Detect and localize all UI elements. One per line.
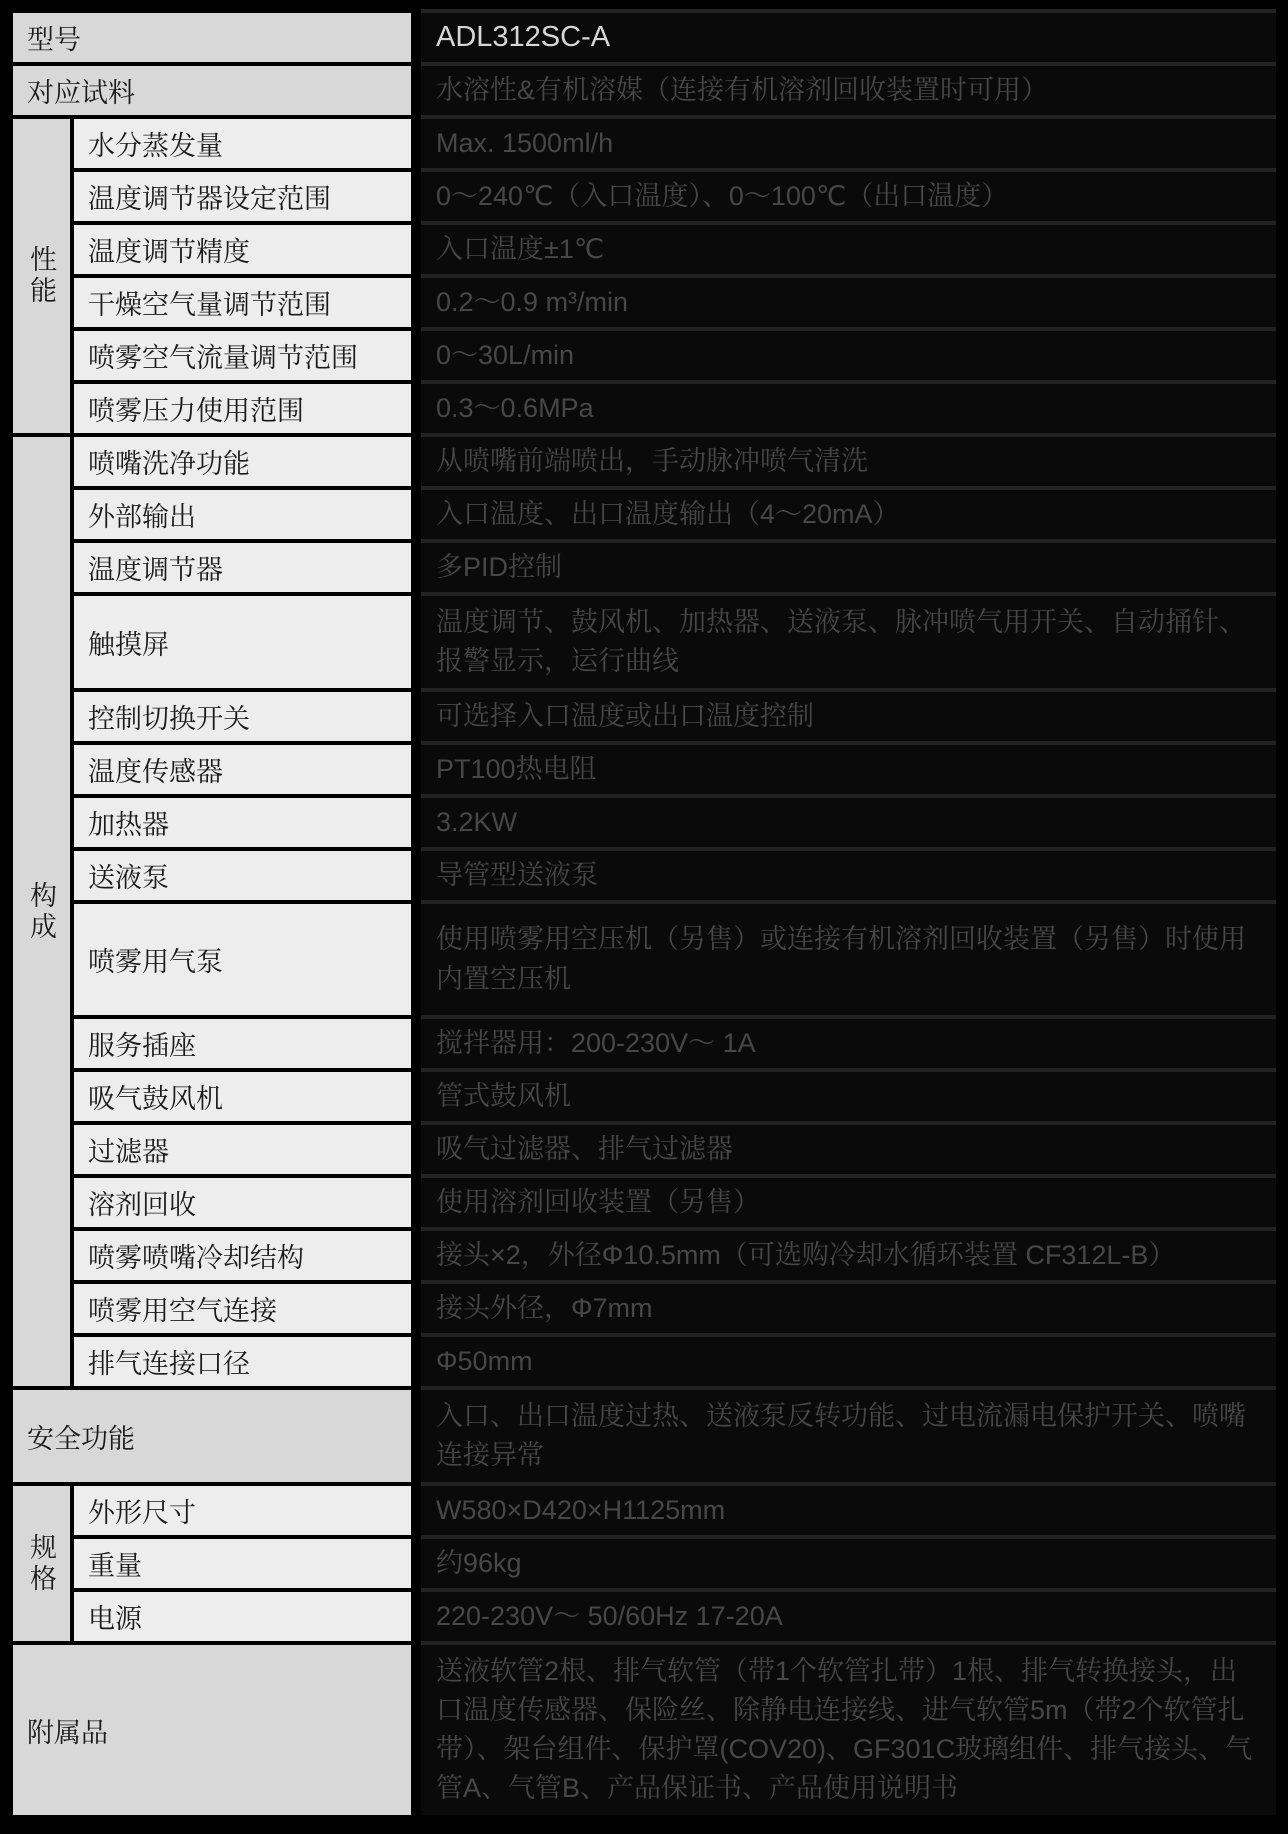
row-value-drying-air-range: 0.2～0.9 m³/min <box>421 278 1276 327</box>
row-label-temp-setting-range: 温度调节器设定范围 <box>74 172 411 221</box>
row-label-temp-accuracy: 温度调节精度 <box>74 225 411 274</box>
row-value-heater: 3.2KW <box>421 798 1276 847</box>
row-value-feed-pump: 导管型送液泵 <box>421 851 1276 900</box>
row-value-sample-type: 水溶性&有机溶媒（连接有机溶剂回收装置时可用） <box>421 66 1276 115</box>
row-label-spray-air-connection: 喷雾用空气连接 <box>74 1284 411 1333</box>
row-label-evaporation-rate: 水分蒸发量 <box>74 119 411 168</box>
row-label-dimensions: 外形尺寸 <box>74 1486 411 1535</box>
row-label-spray-pressure-range: 喷雾压力使用范围 <box>74 384 411 433</box>
row-value-control-switch: 可选择入口温度或出口温度控制 <box>421 692 1276 741</box>
row-label-touchscreen: 触摸屏 <box>74 596 411 688</box>
row-label-sample-type: 对应试料 <box>13 66 411 115</box>
row-value-spray-pressure-range: 0.3～0.6MPa <box>421 384 1276 433</box>
row-label-heater: 加热器 <box>74 798 411 847</box>
row-label-drying-air-range: 干燥空气量调节范围 <box>74 278 411 327</box>
row-value-evaporation-rate: Max. 1500ml/h <box>421 119 1276 168</box>
row-value-power-supply: 220-230V～ 50/60Hz 17-20A <box>421 1592 1276 1641</box>
row-label-service-outlet: 服务插座 <box>74 1019 411 1068</box>
row-label-temp-sensor: 温度传感器 <box>74 745 411 794</box>
row-label-accessories: 附属品 <box>13 1645 411 1815</box>
row-value-model: ADL312SC-A <box>421 13 1276 62</box>
row-value-nozzle-cooling: 接头×2，外径Φ10.5mm（可选购冷却水循环装置 CF312L-B） <box>421 1231 1276 1280</box>
row-label-control-switch: 控制切换开关 <box>74 692 411 741</box>
row-value-temp-setting-range: 0～240℃（入口温度）、0～100℃（出口温度） <box>421 172 1276 221</box>
group-label-performance: 性能 <box>13 119 70 433</box>
row-label-nozzle-cleaning: 喷嘴洗净功能 <box>74 437 411 486</box>
group-label-composition: 构成 <box>13 437 70 1386</box>
row-value-external-output: 入口温度、出口温度输出（4～20mA） <box>421 490 1276 539</box>
group-label-specifications: 规格 <box>13 1486 70 1641</box>
row-value-solvent-recovery: 使用溶剂回收装置（另售） <box>421 1178 1276 1227</box>
row-value-service-outlet: 搅拌器用：200-230V～ 1A <box>421 1019 1276 1068</box>
spec-table <box>13 13 1276 1815</box>
row-value-touchscreen: 温度调节、鼓风机、加热器、送液泵、脉冲喷气用开关、自动捅针、报警显示，运行曲线 <box>421 596 1276 688</box>
row-value-accessories: 送液软管2根、排气软管（带1个软管扎带）1根、排气转换接头，出口温度传感器、保险丝、除静电连接线、进气软管5m（带2个软管扎带）、架台组件、保护罩(COV20)、GF301C玻璃组件、排气接头、气管A、气管B、产品保证书、产品使用说明书 <box>421 1645 1276 1815</box>
row-label-nozzle-cooling: 喷雾喷嘴冷却结构 <box>74 1231 411 1280</box>
row-label-spray-air-flow-range: 喷雾空气流量调节范围 <box>74 331 411 380</box>
row-value-spray-air-pump: 使用喷雾用空压机（另售）或连接有机溶剂回收装置（另售）时使用内置空压机 <box>421 904 1276 1015</box>
row-label-exhaust-diameter: 排气连接口径 <box>74 1337 411 1386</box>
row-value-safety-functions: 入口、出口温度过热、送液泵反转功能、过电流漏电保护开关、喷嘴连接异常 <box>421 1390 1276 1482</box>
row-label-power-supply: 电源 <box>74 1592 411 1641</box>
row-value-dimensions: W580×D420×H1125mm <box>421 1486 1276 1535</box>
row-label-model: 型号 <box>13 13 411 62</box>
row-value-weight: 约96kg <box>421 1539 1276 1588</box>
row-label-spray-air-pump: 喷雾用气泵 <box>74 904 411 1015</box>
row-label-safety-functions: 安全功能 <box>13 1390 411 1482</box>
row-value-temp-accuracy: 入口温度±1℃ <box>421 225 1276 274</box>
row-label-feed-pump: 送液泵 <box>74 851 411 900</box>
row-value-temp-controller: 多PID控制 <box>421 543 1276 592</box>
row-label-temp-controller: 温度调节器 <box>74 543 411 592</box>
row-value-exhaust-diameter: Φ50mm <box>421 1337 1276 1386</box>
row-value-spray-air-connection: 接头外径，Φ7mm <box>421 1284 1276 1333</box>
row-value-nozzle-cleaning: 从喷嘴前端喷出，手动脉冲喷气清洗 <box>421 437 1276 486</box>
row-value-spray-air-flow-range: 0～30L/min <box>421 331 1276 380</box>
row-label-solvent-recovery: 溶剂回收 <box>74 1178 411 1227</box>
row-label-external-output: 外部输出 <box>74 490 411 539</box>
row-value-temp-sensor: PT100热电阻 <box>421 745 1276 794</box>
row-label-suction-blower: 吸气鼓风机 <box>74 1072 411 1121</box>
row-value-filter: 吸气过滤器、排气过滤器 <box>421 1125 1276 1174</box>
row-value-suction-blower: 管式鼓风机 <box>421 1072 1276 1121</box>
row-label-filter: 过滤器 <box>74 1125 411 1174</box>
row-label-weight: 重量 <box>74 1539 411 1588</box>
